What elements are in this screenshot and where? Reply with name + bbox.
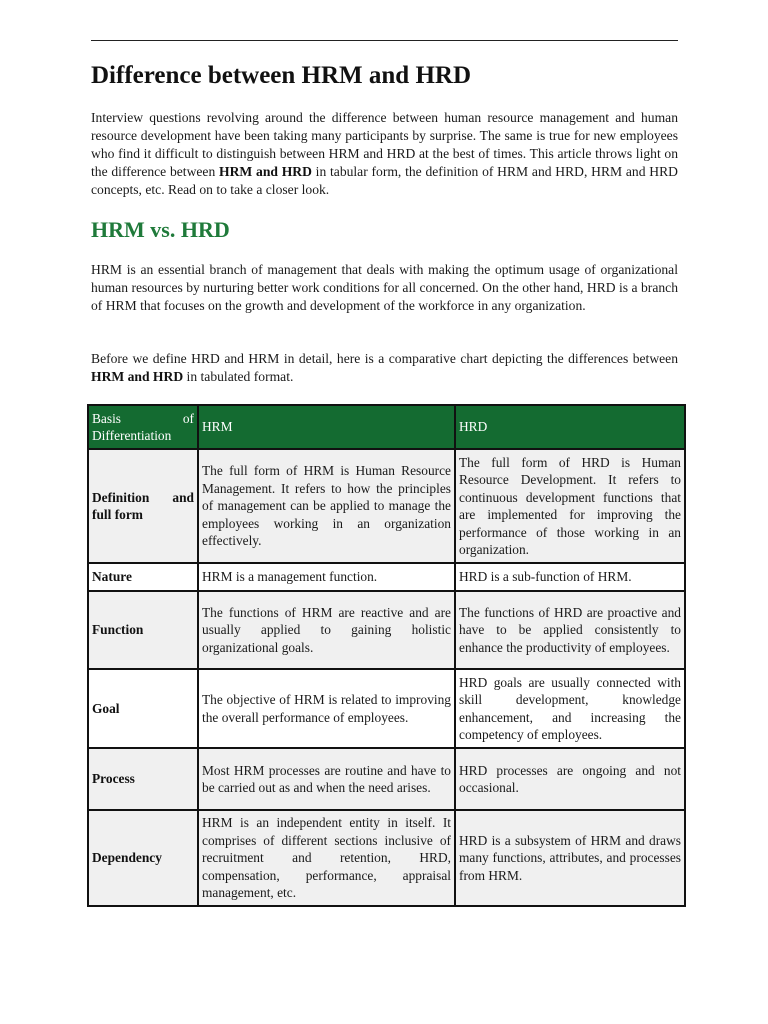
- header-basis-line2: Differentiation: [92, 428, 172, 443]
- table-row-goal: [88, 669, 685, 748]
- row-hrm: The full form of HRM is Human Resource Management. It refers to how the principles of management can be applied to manage the employees working in an organization effectively.: [198, 449, 455, 563]
- row-basis: Process: [88, 748, 198, 810]
- row-basis: Definition and full form: [88, 449, 198, 563]
- header-basis-line1: Basis of: [92, 410, 194, 426]
- row-hrd: HRD is a subsystem of HRM and draws many functions, attributes, and processes from HRM.: [455, 810, 685, 906]
- header-basis: [88, 405, 198, 449]
- table-row-process: [88, 748, 685, 810]
- before-table-paragraph: [91, 350, 678, 386]
- table-row-function: [88, 591, 685, 669]
- header-hrd: HRD: [455, 405, 685, 449]
- row-hrd: The full form of HRD is Human Resource Development. It refers to continuous development functions that are implemented for improving the performance of those working in an organization.: [455, 449, 685, 563]
- table-row-definition: [88, 449, 685, 563]
- row-basis: Goal: [88, 669, 198, 748]
- intro-text-1: Interview questions revolving around the difference between human resource management and human resource development have been taking many participants by surprise. The same is true for new employees who find it difficult to distinguish between HRM and HRD at the best of times. This article throws light on the difference between: [91, 110, 678, 179]
- before-table-text-2: in tabulated format.: [183, 369, 294, 384]
- section-heading: HRM vs. HRD: [91, 217, 230, 242]
- row-hrd: HRD processes are ongoing and not occasional.: [455, 748, 685, 810]
- row-hrm: Most HRM processes are routine and have to be carried out as and when the need arises.: [198, 748, 455, 810]
- table-row-dependency: [88, 810, 685, 906]
- row-hrm: HRM is a management function.: [198, 563, 455, 591]
- comparison-table: [87, 404, 686, 907]
- row-basis: Nature: [88, 563, 198, 591]
- intro-paragraph: [91, 109, 678, 199]
- row-hrd: HRD goals are usually connected with skill development, knowledge enhancement, and increasing the competency of employees.: [455, 669, 685, 748]
- table-row-nature: [88, 563, 685, 591]
- intro-bold: HRM and HRD: [219, 164, 312, 179]
- row-hrd: HRD is a sub-function of HRM.: [455, 563, 685, 591]
- section-paragraph: HRM is an essential branch of management that deals with making the optimum usage of organizational human resources by nurturing better work conditions for all concerned. On the other hand, HRD is a branch of HRM that focuses on the growth and development of the workforce in any organization.: [91, 262, 678, 313]
- page-title: Difference between HRM and HRD: [91, 62, 472, 89]
- row-hrm: HRM is an independent entity in itself. It comprises of different sections inclusive of recruitment and retention, HRD, compensation, performance, appraisal management, etc.: [198, 810, 455, 906]
- before-table-bold: HRM and HRD: [91, 369, 184, 384]
- before-table-text-1: Before we define HRD and HRM in detail, here is a comparative chart depicting the differences between: [91, 351, 678, 366]
- intro-text-2: in tabular form, the definition of HRM and HRD, HRM and HRD concepts, etc. Read on to take a closer look.: [91, 164, 678, 197]
- row-basis: Dependency: [88, 810, 198, 906]
- table-header-row: [88, 405, 685, 449]
- row-hrm: The objective of HRM is related to improving the overall performance of employees.: [198, 669, 455, 748]
- top-divider: [91, 40, 678, 41]
- row-basis: Function: [88, 591, 198, 669]
- row-hrd: The functions of HRD are proactive and have to be applied consistently to enhance the productivity of employees.: [455, 591, 685, 669]
- row-hrm: The functions of HRM are reactive and are usually applied to gaining holistic organizational goals.: [198, 591, 455, 669]
- header-hrm: HRM: [198, 405, 455, 449]
